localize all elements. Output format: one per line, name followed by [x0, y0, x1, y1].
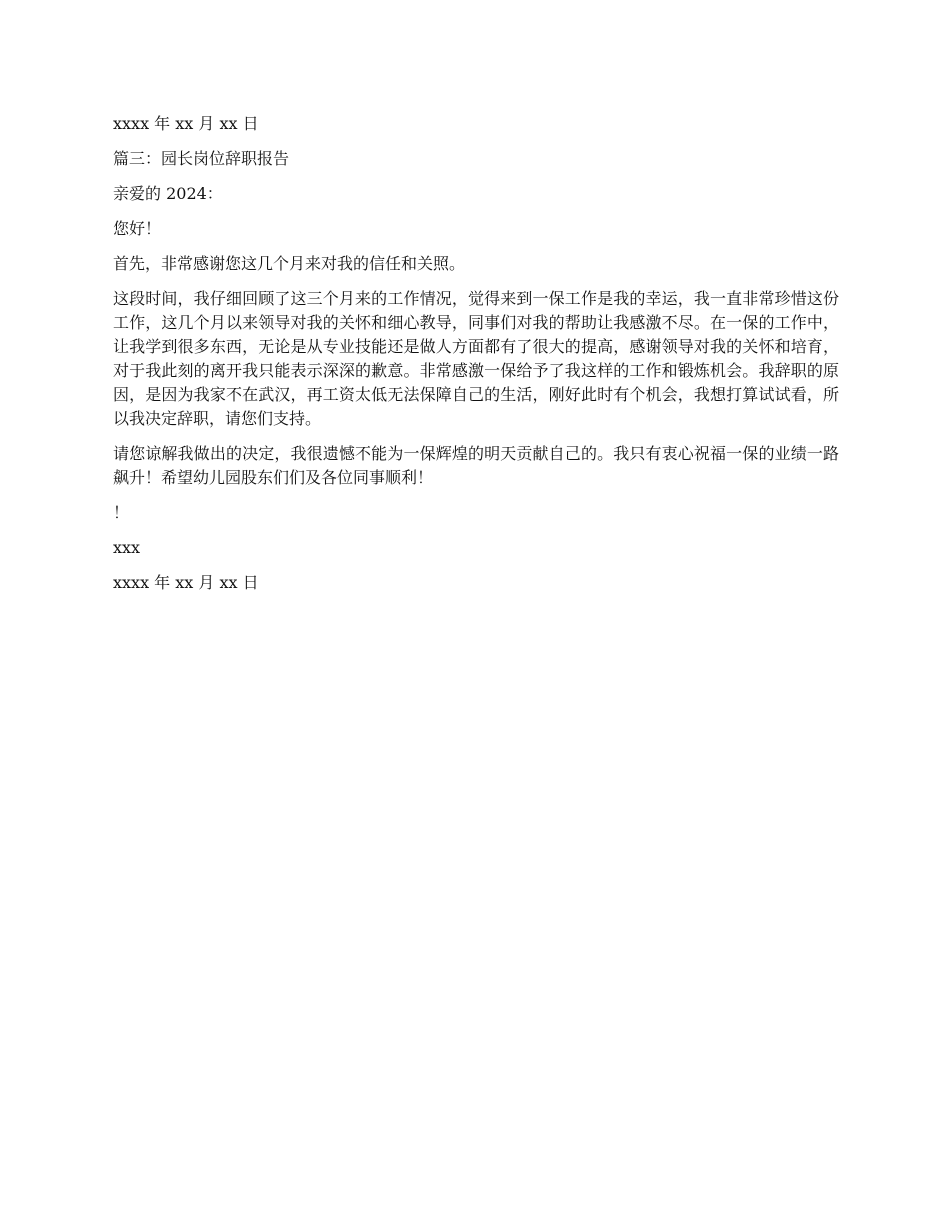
- salutation: 亲爱的 2024：: [113, 184, 223, 203]
- paragraph-thanks: 首先，非常感谢您这几个月来对我的信任和关照。: [113, 254, 466, 273]
- date-top: xxxx 年 xx 月 xx 日: [113, 114, 259, 133]
- paragraph-wishes: 请您谅解我做出的决定，我很遗憾不能为一保辉煌的明天贡献自己的。我只有衷心祝福一保的业绩一路飙升！希望幼儿园股东们们及各位同事顺利！: [113, 444, 839, 487]
- date-bottom: xxxx 年 xx 月 xx 日: [113, 573, 259, 592]
- signature: xxx: [113, 538, 141, 557]
- document-heading: 篇三：园长岗位辞职报告: [113, 149, 290, 168]
- greeting: 您好！: [113, 219, 162, 238]
- document-page: [113, 112, 839, 595]
- paragraph-reasons: 这段时间，我仔细回顾了这三个月来的工作情况，觉得来到一保工作是我的幸运，我一直非常珍惜这份工作，这几个月以来领导对我的关怀和细心教导，同事们对我的帮助让我感激不尽。在一保的工作中，让我学到很多东西，无论是从专业技能还是做人方面都有了很大的提高，感谢领导对我的关怀和培育，对于我此刻的离开我只能表示深深的歉意。非常感激一保给予了我这样的工作和锻炼机会。我辞职的原因，是因为我家不在武汉，再工资太低无法保障自己的生活，刚好此时有个机会，我想打算试试看，所以我决定辞职，请您们支持。: [113, 289, 839, 428]
- closing-mark: ！: [113, 503, 130, 522]
